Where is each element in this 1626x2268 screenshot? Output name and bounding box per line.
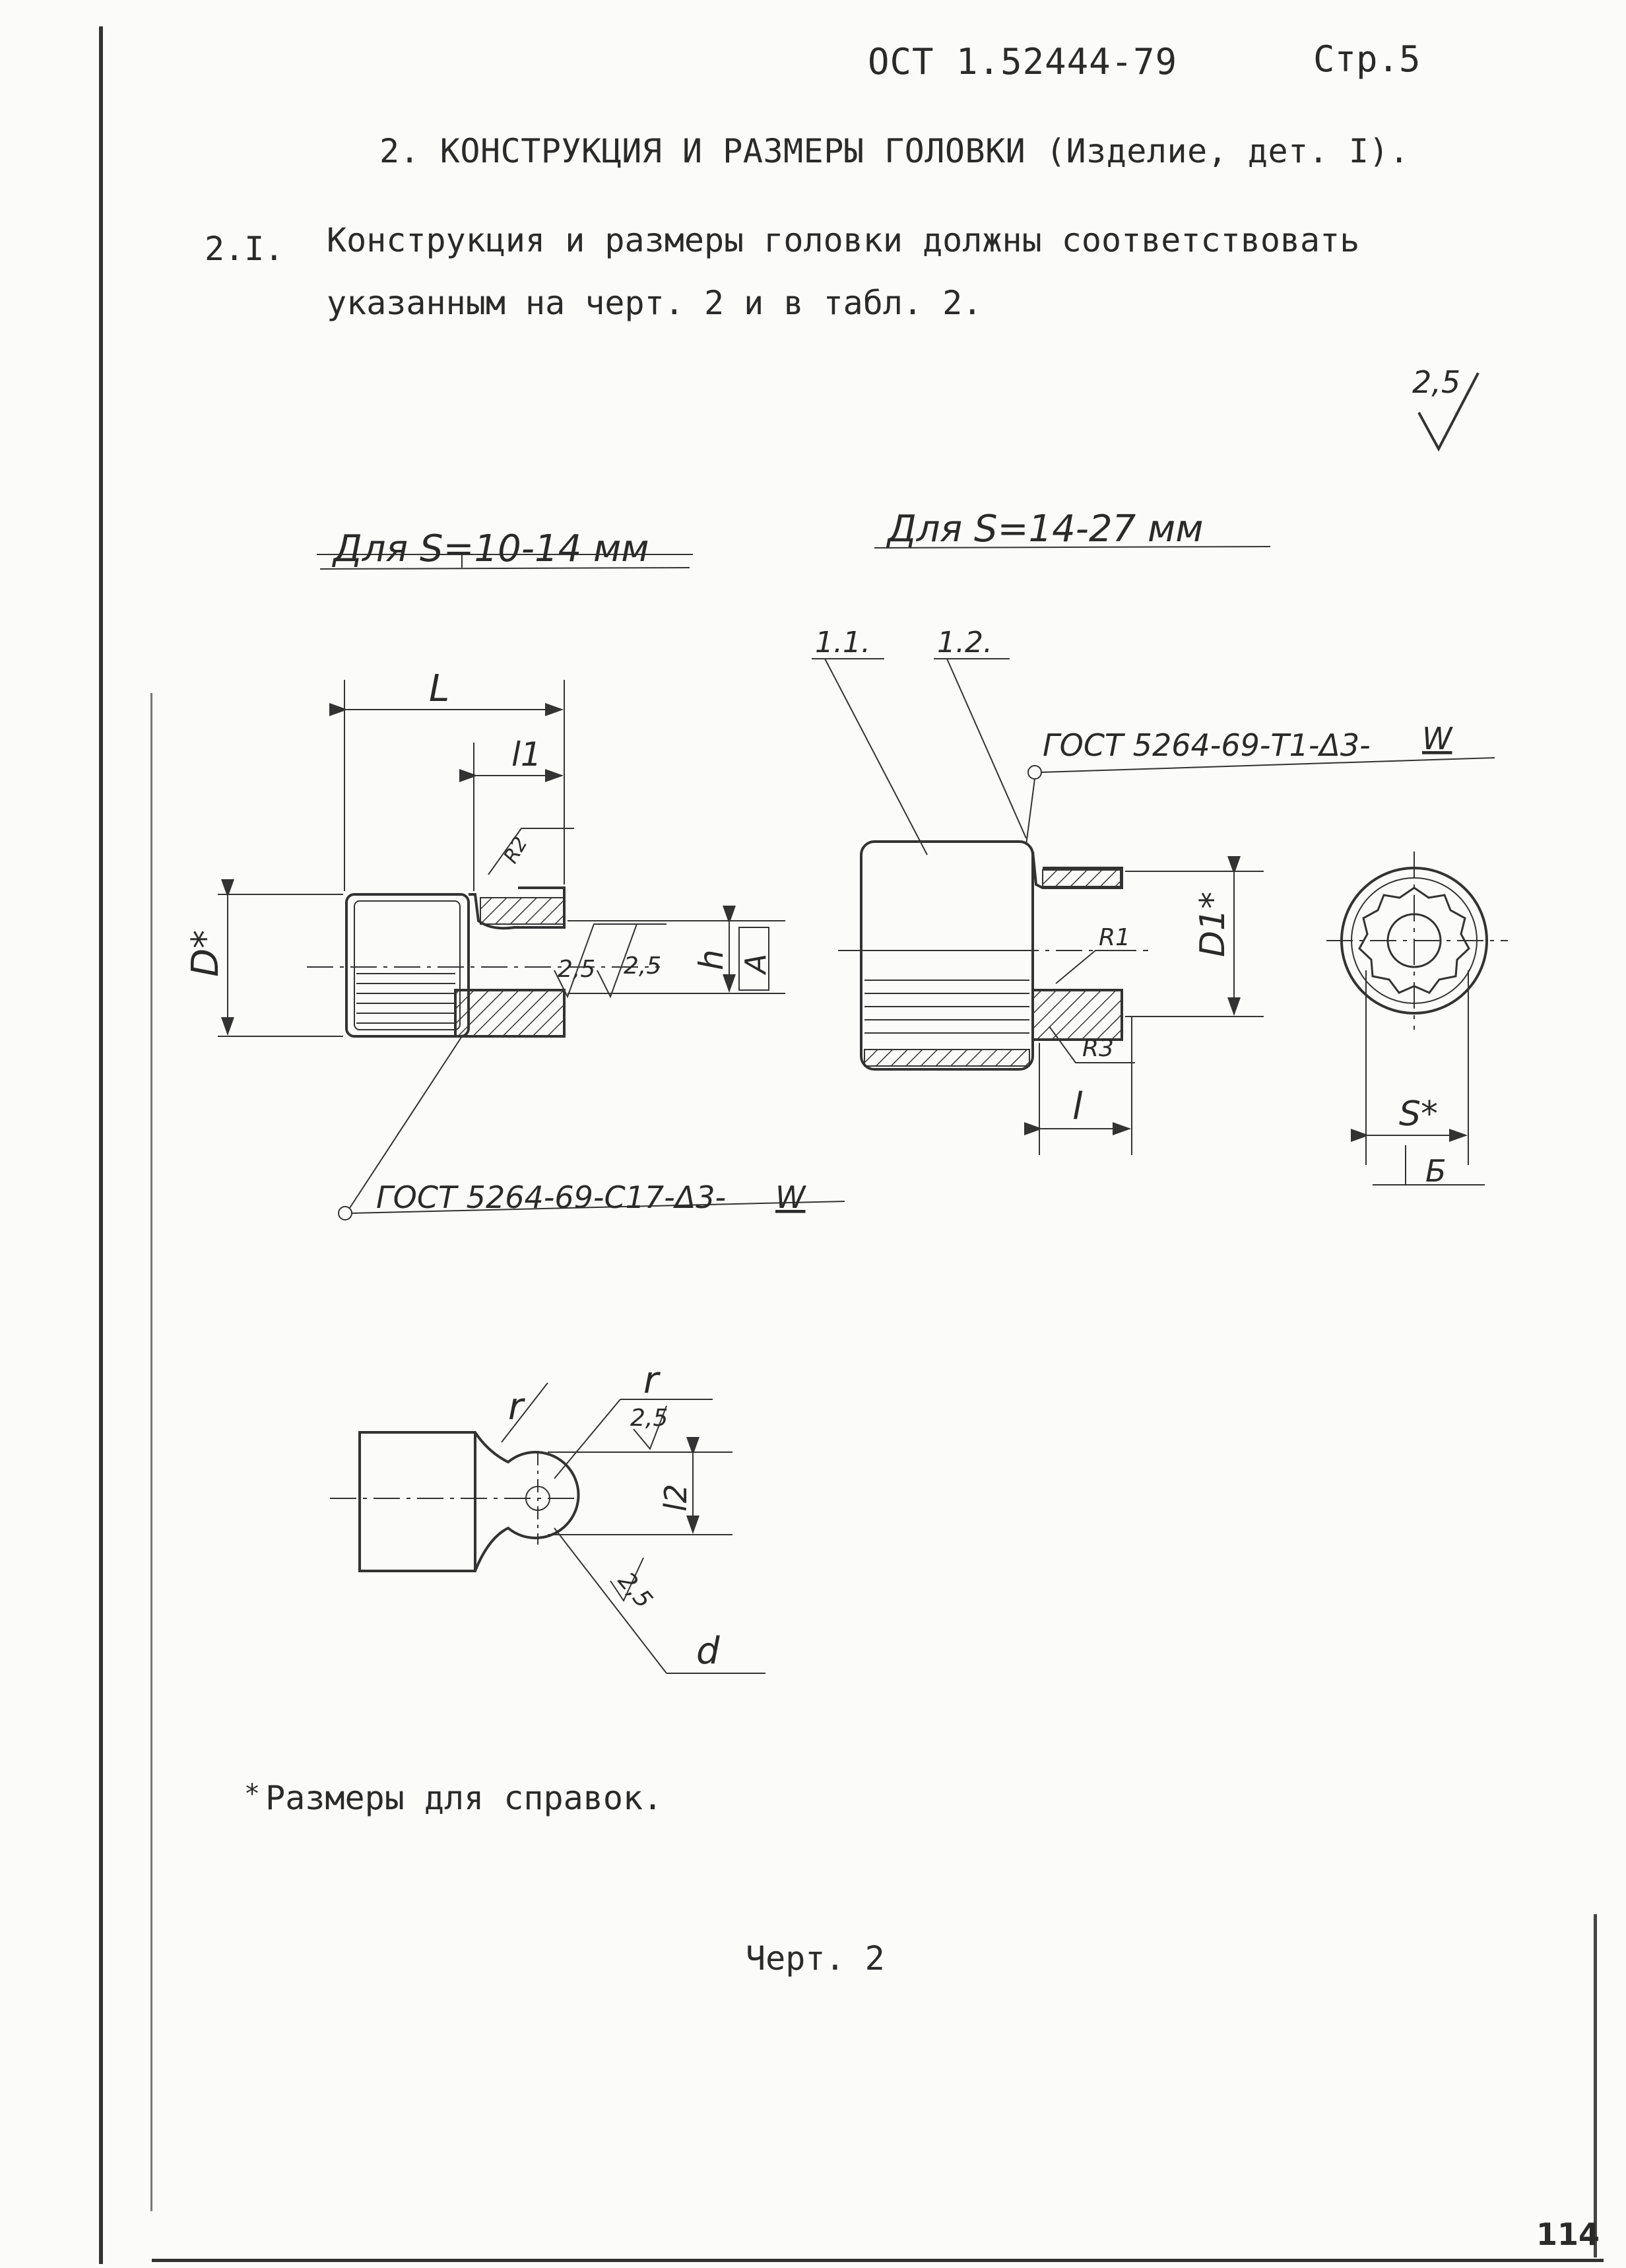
dim-D1-label: D1* [1193,891,1233,957]
footnote [244,1779,663,1817]
left-view [218,554,845,1220]
clause-text-line-2: указанным на черт. 2 и в табл. 2. [327,284,983,322]
footnote-text: Размеры для справок. [265,1779,663,1817]
radius-R1-label: R1 [1099,924,1130,951]
dim-l2-label: l2 [658,1483,694,1512]
dim-h-label: h [692,949,731,970]
dim-S-label: S* [1399,1094,1439,1134]
page-number: Стр.5 [1313,38,1421,80]
view-left-title: Для S=10-14 мм [333,527,649,570]
dim-B-label: Б [1425,1153,1447,1189]
leader-1-2-label: 1.2. [937,626,992,659]
figure-caption: Черт. 2 [746,1939,885,1978]
leader-1-1-label: 1.1. [815,626,870,659]
clause-number: 2.I. [205,230,284,268]
dim-r-label-right: r [643,1359,659,1402]
dim-D-label: D* [184,929,227,977]
dim-r-label-left: r [508,1385,524,1428]
dim-A-label: A [739,953,773,974]
dim-l1-label: l1 [511,735,542,774]
footnote-mark: * [244,1779,261,1809]
weld-right-suffix: W [1422,721,1452,756]
sheet-number: 114 [1536,2217,1600,2252]
view-right-title: Для S=14-27 мм [888,508,1204,550]
weld-left-suffix: W [775,1180,806,1215]
roughness-label-a: 2,5 [558,956,596,983]
end-view [1326,851,1508,1185]
section-title: 2. КОНСТРУКЦИЯ И РАЗМЕРЫ ГОЛОВКИ (Изделие, дет. I). [379,132,1410,170]
drawing-labels [184,364,1460,1673]
dim-d-label: d [696,1630,720,1673]
weld-left-label: ГОСТ 5264-69-С17-Δ3- [376,1180,727,1215]
radius-R2-label: R2 [499,832,533,867]
radius-R3-label: R3 [1082,1035,1114,1062]
roughness-general-label: 2,5 [1412,364,1461,400]
clause-text-line-1: Конструкция и размеры головки должны соответствовать [327,221,1360,259]
weld-right-label: ГОСТ 5264-69-Т1-Δ3- [1043,727,1371,763]
document-number: ОСТ 1.52444-79 [868,41,1178,83]
dim-l-label: l [1072,1085,1083,1128]
roughness-label-d: 2,5 [612,1567,658,1614]
dim-L-label: L [429,667,450,710]
roughness-label-c: 2,5 [630,1405,668,1432]
roughness-label-b: 2,5 [624,952,662,980]
